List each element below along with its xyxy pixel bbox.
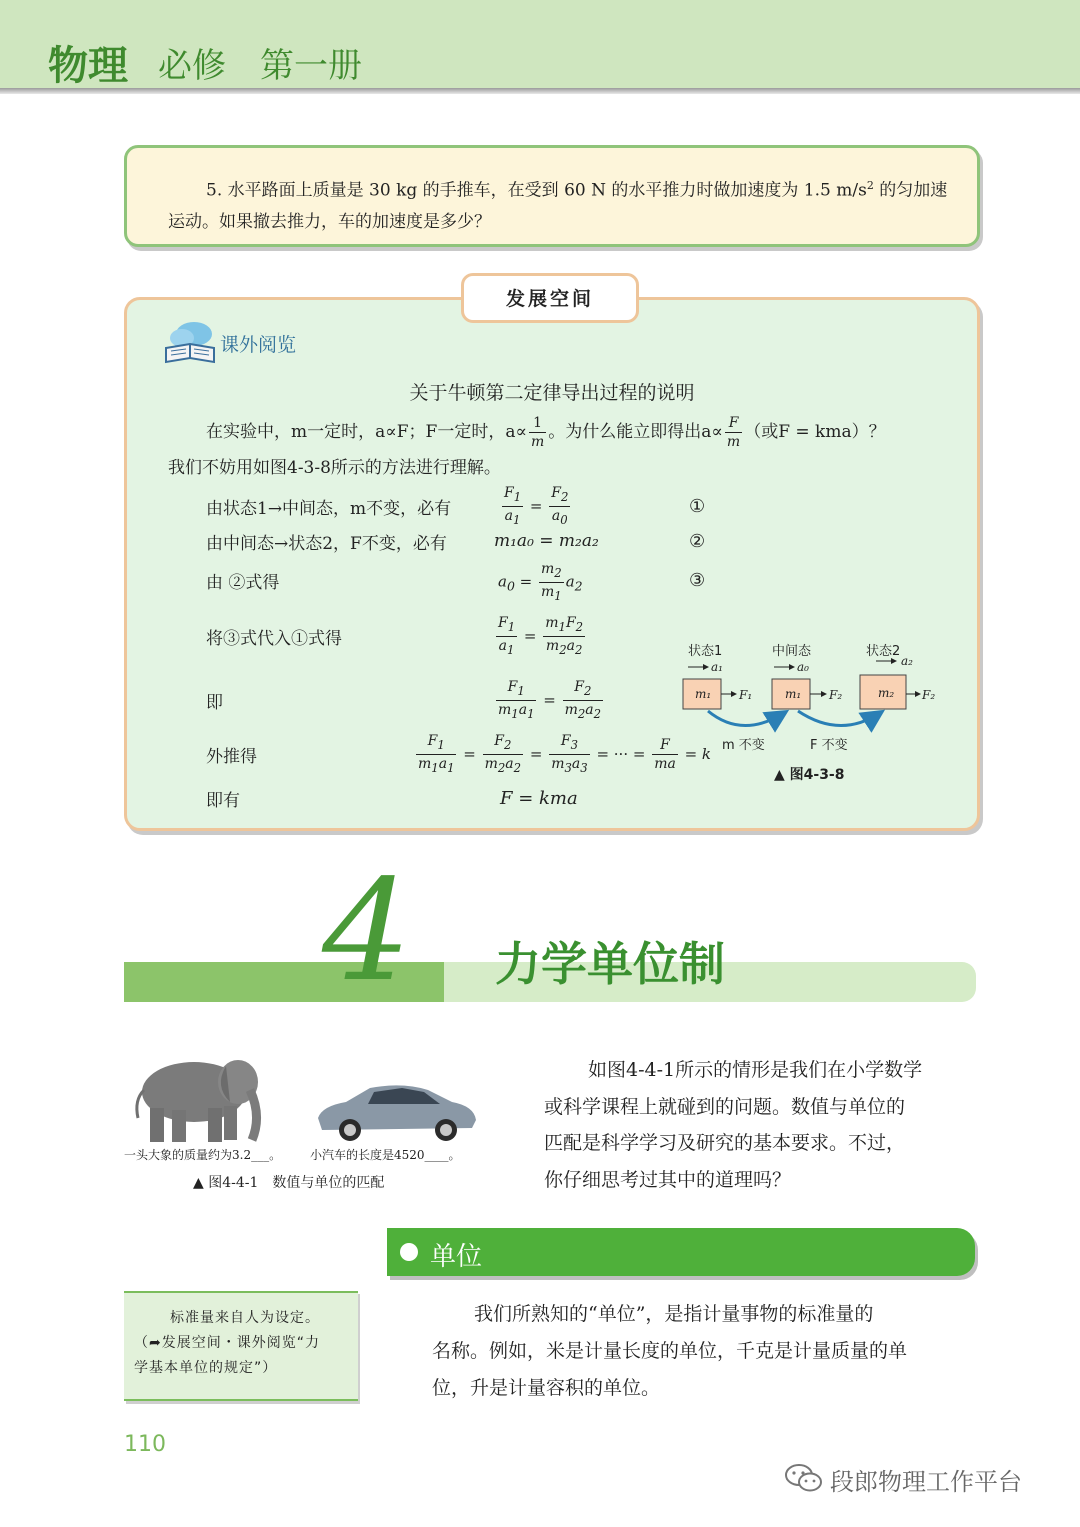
- step-5-text: 即: [206, 693, 223, 713]
- side-note-line-2: （➦发展空间・课外阅览“力: [134, 1335, 320, 1351]
- figure-accel-0: a₀: [797, 660, 809, 674]
- step-3-marker: ③: [689, 570, 706, 591]
- book-reading-icon: [162, 318, 220, 366]
- intro-line-1: 如图4-4-1所示的情形是我们在小学数学: [588, 1059, 923, 1081]
- reading-intro-line2: 我们不妨用如图4-3-8所示的方法进行理解。: [168, 458, 501, 478]
- watermark-text: 段郎物理工作平台: [830, 1468, 1022, 1496]
- figure-4-3-8-caption: ▲ 图4-3-8: [774, 767, 845, 783]
- step-6-text: 外推得: [206, 747, 257, 767]
- reading-title: 关于牛顿第二定律导出过程的说明: [409, 382, 695, 404]
- step-4-formula: $\frac{F_1}{a_1}$ = $\frac{m_1F_2}{m_2a_2}$: [498, 615, 584, 657]
- figure-arc-label-2: F 不变: [810, 738, 848, 753]
- exercise-superscript: 2: [866, 179, 874, 192]
- figure-arc-label-1: m 不变: [722, 738, 765, 753]
- section-tab-label: 发展空间: [505, 288, 594, 310]
- step-3-text: 由 ②式得: [206, 573, 280, 593]
- figure-4-4-1-caption: ▲ 图4-4-1 数值与单位的匹配: [193, 1175, 385, 1191]
- figure-force-2a: F₂: [829, 688, 843, 702]
- step-1-formula: $\frac{F_1}{a_1}$ = $\frac{F_2}{a_0}$: [504, 485, 569, 527]
- figure-state-1-label: 状态1: [688, 644, 723, 659]
- step-4-text: 将③式代入①式得: [206, 629, 342, 649]
- figure-force-1: F₁: [739, 688, 753, 702]
- elephant-image: [126, 1046, 286, 1146]
- step-7-formula: F = kma: [500, 788, 578, 809]
- page-number: 110: [124, 1432, 166, 1457]
- intro-line-4: 你仔细思考过其中的道理吗？: [544, 1168, 792, 1191]
- step-6-formula: $\frac{F_1}{m_1a_1}$ = $\frac{F_2}{m_2a_2}$ = $\frac{F_3}{m_3a_3}$ = ··· = $\frac{F}{ma}$ = k: [418, 733, 712, 775]
- figure-state-mid-label: 中间态: [772, 644, 812, 659]
- step-2-marker: ②: [689, 531, 706, 552]
- figure-box-1-label: m₁: [695, 687, 712, 701]
- reading-intro: 在实验中，m一定时，a∝F；F一定时，a∝ $\frac{1}{m}$ 。为什么能立即得出a∝ $\frac{F}{m}$ （或F = kma）？: [206, 415, 886, 450]
- subsection-title: 单位: [430, 1242, 483, 1272]
- car-image: [312, 1080, 480, 1144]
- unit-line-3: 位，升是计量容积的单位。: [432, 1377, 661, 1399]
- intro-line-3: 匹配是科学学习及研究的基本要求。不过，: [544, 1132, 906, 1154]
- step-5-formula: $\frac{F_1}{m_1a_1}$ = $\frac{F_2}{m_2a_2}$: [498, 679, 602, 721]
- figure-box-mid-label: m₁: [785, 687, 802, 701]
- figure-box-2-label: m₂: [878, 686, 895, 700]
- side-note-text: [134, 1306, 354, 1381]
- exercise-text-part1: 水平路面上质量是 30 kg 的手推车，在受到 60 N 的水平推力时做加速度为 1.5 m/s: [227, 180, 867, 201]
- book-subject: 物理: [48, 43, 128, 89]
- intro-line-2: 或科学课程上就碰到的问题。数值与单位的: [544, 1095, 906, 1118]
- section-number: 4: [322, 850, 412, 1013]
- reading-label: 课外阅览: [220, 334, 297, 356]
- unit-paragraph: [432, 1296, 980, 1407]
- wechat-icon: [784, 1462, 824, 1494]
- intro-part1: 在实验中，m一定时，a∝F；F一定时，a∝: [206, 422, 527, 442]
- figure-accel-1: a₁: [711, 660, 723, 674]
- intro-part2: 。为什么能立即得出a∝: [548, 422, 723, 442]
- unit-line-2: 名称。例如，米是计量长度的单位，千克是计量质量的单: [432, 1340, 908, 1362]
- section-title: 力学单位制: [495, 937, 725, 991]
- car-caption: 小汽车的长度是4520____。: [310, 1148, 461, 1162]
- figure-state-2-label: 状态2: [866, 644, 901, 659]
- elephant-caption: 一头大象的质量约为3.2___。: [124, 1148, 282, 1162]
- step-1-marker: ①: [689, 496, 706, 517]
- intro-paragraph: [544, 1052, 980, 1198]
- exercise-number: 5.: [206, 180, 223, 201]
- unit-line-1: 我们所熟知的“单位”，是指计量事物的标准量的: [474, 1303, 874, 1325]
- step-7-text: 即有: [206, 791, 240, 811]
- step-1-text: 由状态1→中间态，m不变，必有: [206, 499, 452, 519]
- intro-part3: （或F = kma）？: [744, 422, 886, 442]
- subsection-bullet-icon: [400, 1243, 418, 1261]
- book-volume: 必修 第一册: [158, 46, 362, 86]
- exercise-text-part2: 的匀加速运动。如果撤去推力，车的加速度是多少？: [168, 180, 948, 232]
- step-3-formula: $a_0$ = $\frac{m_2}{m_1}$ $a_2$: [498, 561, 583, 603]
- step-2-text: 由中间态→状态2，F不变，必有: [206, 534, 447, 554]
- side-note-line-1: 标准量来自人为设定。: [170, 1310, 320, 1326]
- step-2-formula: m₁a₀ = m₂a₂: [494, 531, 599, 551]
- side-note-line-3: 学基本单位的规定”）: [134, 1360, 278, 1376]
- exercise-text: [168, 170, 948, 238]
- header-divider: [0, 88, 1080, 94]
- figure-accel-2: a₂: [901, 654, 913, 668]
- figure-force-2b: F₂: [922, 688, 936, 702]
